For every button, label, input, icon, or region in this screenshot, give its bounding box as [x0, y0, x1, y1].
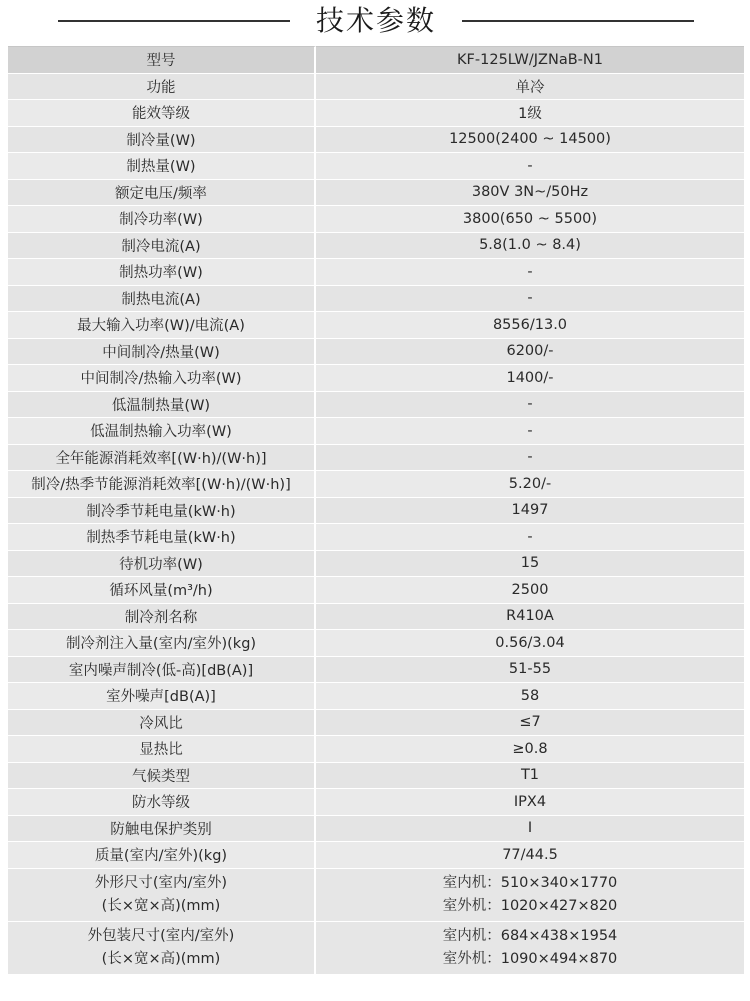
spec-value: 77/44.5	[316, 842, 744, 869]
table-row	[8, 577, 744, 604]
table-row	[8, 683, 744, 710]
table-row	[8, 763, 744, 790]
spec-label: 室内噪声制冷(低-高)[dB(A)]	[8, 657, 316, 684]
table-row	[8, 736, 744, 763]
table-row	[8, 233, 744, 260]
spec-label: 功能	[8, 74, 316, 101]
spec-value: 2500	[316, 577, 744, 604]
spec-value: 0.56/3.04	[316, 630, 744, 657]
spec-label: 制热电流(A)	[8, 286, 316, 313]
spec-label: 制冷/热季节能源消耗效率[(W·h)/(W·h)]	[8, 471, 316, 498]
table-row-dimensions	[8, 869, 744, 922]
spec-label: 全年能源消耗效率[(W·h)/(W·h)]	[8, 445, 316, 472]
spec-label: 制冷剂名称	[8, 604, 316, 631]
spec-value: Ⅰ	[316, 816, 744, 843]
table-row	[8, 153, 744, 180]
spec-label: 型号	[8, 46, 316, 74]
spec-value: 6200/-	[316, 339, 744, 366]
spec-value: -	[316, 153, 744, 180]
table-row	[8, 471, 744, 498]
spec-value: ≤7	[316, 710, 744, 737]
table-row	[8, 392, 744, 419]
table-row	[8, 789, 744, 816]
spec-value-line: 室外机：1020×427×820	[442, 897, 618, 914]
table-row	[8, 127, 744, 154]
table-row	[8, 100, 744, 127]
spec-value: 5.8(1.0 ~ 8.4)	[316, 233, 744, 260]
spec-label: 制热功率(W)	[8, 259, 316, 286]
table-row	[8, 74, 744, 101]
spec-label: 中间制冷/热量(W)	[8, 339, 316, 366]
header-rule-right	[462, 20, 694, 22]
spec-label: 防触电保护类别	[8, 816, 316, 843]
spec-label-line: 外形尺寸(室内/室外)	[94, 874, 228, 891]
spec-value	[316, 869, 744, 922]
header-rule-left	[58, 20, 290, 22]
spec-value: -	[316, 445, 744, 472]
spec-label: 制冷电流(A)	[8, 233, 316, 260]
spec-value: -	[316, 524, 744, 551]
spec-label	[8, 869, 316, 922]
table-row	[8, 206, 744, 233]
spec-label: 制冷功率(W)	[8, 206, 316, 233]
spec-value: 1级	[316, 100, 744, 127]
table-row	[8, 630, 744, 657]
spec-value: IPX4	[316, 789, 744, 816]
spec-label: 质量(室内/室外)(kg)	[8, 842, 316, 869]
spec-label-line: (长×宽×高)(mm)	[101, 897, 221, 914]
spec-label: 循环风量(m³/h)	[8, 577, 316, 604]
table-row	[8, 418, 744, 445]
spec-label: 低温制热量(W)	[8, 392, 316, 419]
spec-value: 380V 3N~/50Hz	[316, 180, 744, 207]
spec-label: 额定电压/频率	[8, 180, 316, 207]
table-row	[8, 312, 744, 339]
spec-value: 1497	[316, 498, 744, 525]
spec-table	[8, 46, 744, 975]
spec-value: -	[316, 286, 744, 313]
table-row	[8, 286, 744, 313]
table-row	[8, 445, 744, 472]
spec-value: T1	[316, 763, 744, 790]
spec-value: 15	[316, 551, 744, 578]
spec-value: -	[316, 259, 744, 286]
table-row	[8, 842, 744, 869]
table-row	[8, 524, 744, 551]
spec-value: 8556/13.0	[316, 312, 744, 339]
spec-value: 单冷	[316, 74, 744, 101]
spec-label: 中间制冷/热输入功率(W)	[8, 365, 316, 392]
spec-value: -	[316, 392, 744, 419]
spec-value: 3800(650 ~ 5500)	[316, 206, 744, 233]
spec-label: 冷风比	[8, 710, 316, 737]
table-row	[8, 816, 744, 843]
spec-label: 待机功率(W)	[8, 551, 316, 578]
spec-label: 制热量(W)	[8, 153, 316, 180]
table-row	[8, 339, 744, 366]
section-header	[0, 0, 750, 44]
spec-value-line: 室外机：1090×494×870	[442, 950, 618, 967]
spec-label-line: (长×宽×高)(mm)	[101, 950, 221, 967]
spec-value: 5.20/-	[316, 471, 744, 498]
spec-value	[316, 922, 744, 975]
spec-label: 制冷季节耗电量(kW·h)	[8, 498, 316, 525]
spec-value: KF-125LW/JZNaB-N1	[316, 46, 744, 74]
spec-label: 气候类型	[8, 763, 316, 790]
table-row	[8, 259, 744, 286]
table-row	[8, 551, 744, 578]
spec-label	[8, 922, 316, 975]
table-row	[8, 657, 744, 684]
spec-table-body	[8, 46, 744, 975]
table-row	[8, 365, 744, 392]
table-row	[8, 710, 744, 737]
spec-label: 低温制热输入功率(W)	[8, 418, 316, 445]
spec-value: -	[316, 418, 744, 445]
table-row	[8, 604, 744, 631]
spec-label-line: 外包装尺寸(室内/室外)	[87, 927, 235, 944]
table-row	[8, 46, 744, 74]
table-row	[8, 498, 744, 525]
spec-value: 12500(2400 ~ 14500)	[316, 127, 744, 154]
spec-label: 室外噪声[dB(A)]	[8, 683, 316, 710]
spec-value: R410A	[316, 604, 744, 631]
spec-label: 制冷量(W)	[8, 127, 316, 154]
section-title: 技术参数	[315, 4, 436, 37]
spec-value-line: 室内机：510×340×1770	[442, 874, 618, 891]
spec-label: 防水等级	[8, 789, 316, 816]
spec-label: 制冷剂注入量(室内/室外)(kg)	[8, 630, 316, 657]
spec-label: 制热季节耗电量(kW·h)	[8, 524, 316, 551]
spec-label: 能效等级	[8, 100, 316, 127]
spec-value: ≥0.8	[316, 736, 744, 763]
spec-value: 1400/-	[316, 365, 744, 392]
spec-label: 显热比	[8, 736, 316, 763]
spec-value-line: 室内机：684×438×1954	[442, 927, 618, 944]
spec-label: 最大输入功率(W)/电流(A)	[8, 312, 316, 339]
spec-value: 58	[316, 683, 744, 710]
table-row	[8, 180, 744, 207]
spec-value: 51-55	[316, 657, 744, 684]
table-row-packaging	[8, 922, 744, 975]
